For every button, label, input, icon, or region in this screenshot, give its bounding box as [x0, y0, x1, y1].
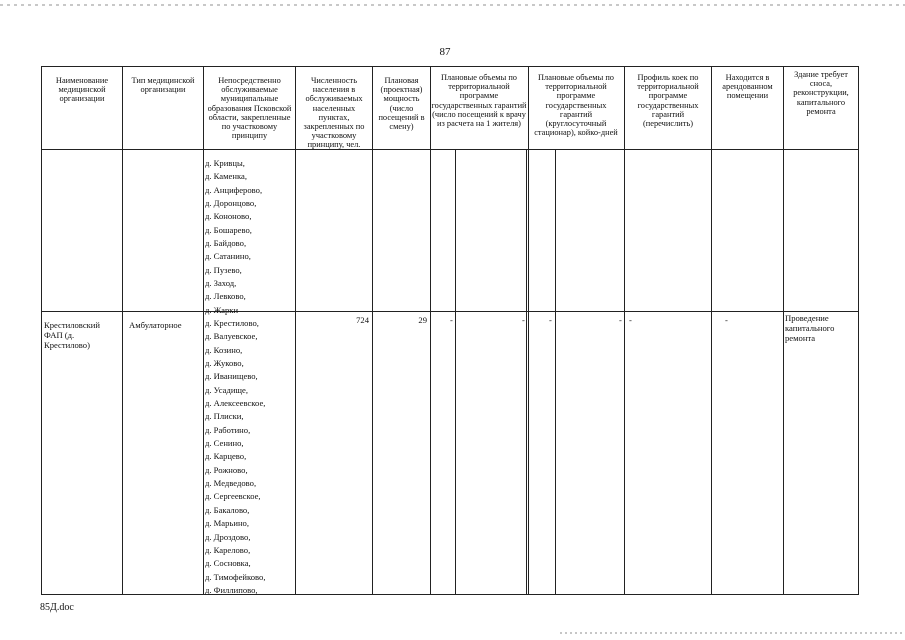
header-rented: Находится в арендованном помещении	[722, 73, 773, 101]
list-item: д. Валуевское,	[205, 331, 258, 342]
col-border	[430, 66, 431, 594]
list-item: д. Каменка,	[205, 171, 247, 182]
header-org-type: Тип медицинской организации	[131, 76, 195, 95]
list-item: д. Заход,	[205, 278, 237, 289]
header-municipalities: Непосредственно обслуживаемые муниципальные образования Псковской области, закрепленные по участковому принципу	[207, 76, 292, 141]
col-border	[41, 66, 42, 594]
table-bottom-border	[41, 594, 859, 595]
col-border	[372, 66, 373, 594]
list-item: д. Марьино,	[205, 518, 249, 529]
scan-artifact-top	[0, 4, 905, 6]
list-item: д. Тимофейково,	[205, 571, 266, 582]
list-item: д. Усадище,	[205, 384, 249, 395]
header-visits-volume: Плановые объемы по территориальной программе государственных гарантий (число посещений к врачу из расчета на 1 жителя)	[431, 73, 527, 129]
repair-value: Проведение капитального ремонта	[785, 313, 835, 343]
page-number: 87	[439, 46, 451, 58]
list-item: д. Алексеевское,	[205, 398, 266, 409]
facilities-table	[41, 66, 859, 594]
header-population: Численность населения в обслуживаемых населенных пунктах, закрепленных по участковому принципу, чел.	[303, 76, 365, 150]
list-item: д. Козино,	[205, 344, 243, 355]
continuation-villages-list	[205, 157, 295, 317]
population-value: 724	[356, 315, 369, 325]
header-bottom-border	[41, 149, 859, 150]
list-item: д. Пузево,	[205, 264, 242, 275]
dash-value: -	[450, 315, 453, 325]
list-item: д. Медведово,	[205, 478, 257, 489]
list-item: д. Левково,	[205, 291, 246, 302]
dash-value: -	[522, 315, 525, 325]
table-top-border	[41, 66, 859, 67]
col-border	[624, 66, 625, 594]
col-border	[858, 66, 859, 594]
list-item: д. Карелово,	[205, 544, 251, 555]
dash-value: -	[629, 315, 632, 325]
dash-value: -	[725, 315, 728, 325]
subcol-border	[455, 149, 456, 594]
col-border	[122, 66, 123, 594]
col-border	[203, 66, 204, 594]
col-border	[528, 66, 529, 594]
list-item: д. Сосновка,	[205, 558, 251, 569]
list-item: д. Бошарево,	[205, 224, 252, 235]
list-item: д. Сенино,	[205, 438, 244, 449]
list-item: д. Сергеевское,	[205, 491, 261, 502]
col-border	[295, 66, 296, 594]
list-item: д. Работино,	[205, 424, 251, 435]
org-type: Амбулаторное	[129, 320, 182, 330]
header-bed-profile: Профиль коек по территориальной программе государственных гарантий (перечислить)	[637, 73, 699, 129]
footer-filename: 85Д.doc	[40, 602, 74, 613]
list-item: д. Доронцово,	[205, 198, 257, 209]
list-item: д. Кононово,	[205, 211, 252, 222]
header-capacity: Плановая (проектная) мощность (число посещений в смену)	[378, 76, 425, 132]
org-name: Крестиловский ФАП (д. Крестилово)	[44, 320, 101, 350]
subcol-border	[555, 149, 556, 594]
dash-value: -	[619, 315, 622, 325]
list-item: д. Филлипово,	[205, 584, 258, 595]
list-item: д. Сатанино,	[205, 251, 251, 262]
list-item: д. Анциферово,	[205, 184, 263, 195]
list-item: д. Байдово,	[205, 238, 247, 249]
subcol-border	[526, 149, 527, 594]
header-hospital-volume: Плановые объемы по территориальной программе государственных гарантий (круглосуточный стационар), койко-дней	[534, 73, 618, 138]
list-item: д. Плиски,	[205, 411, 244, 422]
list-item: д. Жарки	[205, 304, 239, 315]
main-villages-list	[205, 317, 295, 597]
header-repair-needed: Здание требует сноса, реконструкции, капитального ремонта	[793, 70, 849, 116]
list-item: д. Кривцы,	[205, 158, 245, 168]
dash-value: -	[549, 315, 552, 325]
scan-artifact-bottom	[560, 632, 905, 634]
header-org-name: Наименование медицинской организации	[55, 76, 109, 104]
list-item: д. Дроздово,	[205, 531, 251, 542]
row-separator	[41, 311, 859, 312]
list-item: д. Бакалово,	[205, 504, 250, 515]
col-border	[711, 66, 712, 594]
list-item: д. Карцево,	[205, 451, 247, 462]
list-item: д. Крестилово,	[205, 318, 259, 328]
list-item: д. Иванищево,	[205, 371, 258, 382]
capacity-value: 29	[418, 315, 427, 325]
list-item: д. Рожново,	[205, 464, 248, 475]
col-border	[783, 66, 784, 594]
list-item: д. Жуково,	[205, 358, 244, 369]
